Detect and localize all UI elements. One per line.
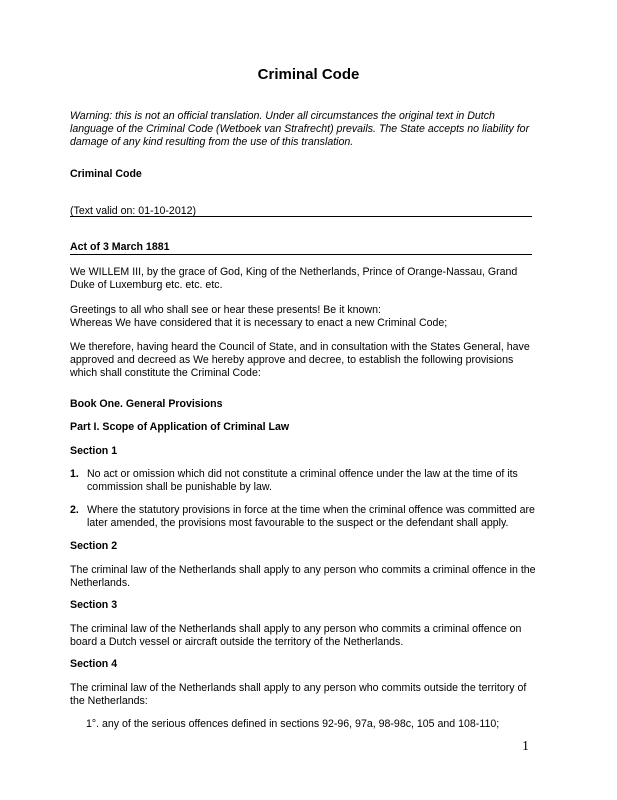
section-heading: Section 1 (70, 445, 118, 457)
preamble-paragraph: We WILLEM III, by the grace of God, King of the Netherlands, Prince of Orange-Nassau, Grand Duke of Luxemburg etc. etc. etc. (70, 266, 518, 291)
item-number: 2. (70, 504, 79, 516)
section-text: The criminal law of the Netherlands shall apply to any person who commits a criminal offence in the Netherlands. (70, 564, 536, 589)
document-subtitle: Criminal Code (70, 168, 142, 180)
divider-line (70, 254, 532, 255)
act-heading: Act of 3 March 1881 (70, 241, 170, 253)
item-number: 1. (70, 468, 79, 480)
page-number: 1 (522, 739, 529, 754)
section-text: The criminal law of the Netherlands shall apply to any person who commits outside the territory of the Netherlands: (70, 682, 527, 707)
section-heading: Section 3 (70, 599, 118, 611)
subitem: 1°. any of the serious offences defined in sections 92-96, 97a, 98-98c, 105 and 108-110; (86, 718, 500, 730)
item-text: No act or omission which did not constitute a criminal offence under the law at the time of its commission shall be punishable by law. (87, 468, 518, 493)
part-heading: Part I. Scope of Application of Criminal Law (70, 421, 290, 433)
section-heading: Section 2 (70, 540, 118, 552)
list-item (70, 504, 540, 530)
preamble-greetings: Greetings to all who shall see or hear these presents! Be it known: (70, 304, 381, 316)
section-heading: Section 4 (70, 658, 118, 670)
section-text: The criminal law of the Netherlands shall apply to any person who commits a criminal offence on board a Dutch vessel or aircraft outside the territory of the Netherlands. (70, 623, 522, 648)
text-valid-on: (Text valid on: 01-10-2012) (70, 205, 197, 217)
book-heading: Book One. General Provisions (70, 398, 223, 410)
translation-warning: Warning: this is not an official translation. Under all circumstances the original text in Dutch language of the Criminal Code (Wetboek van Strafrecht) prevails. The State accepts no liability for damage of any kind resulting from the use of this translation. (70, 110, 530, 148)
document-title: Criminal Code (257, 66, 360, 83)
item-text: Where the statutory provisions in force at the time when the criminal offence was committed are later amended, the provisions most favourable to the suspect or the defendant shall apply. (87, 504, 535, 529)
list-item (70, 468, 540, 494)
preamble-whereas: Whereas We have considered that it is necessary to enact a new Criminal Code; (70, 317, 448, 329)
preamble-decree: We therefore, having heard the Council of State, and in consultation with the States General, have approved and decreed as We hereby approve and decree, to establish the following provisions which shall constitute the Criminal Code: (70, 341, 530, 379)
divider-line (70, 216, 532, 217)
